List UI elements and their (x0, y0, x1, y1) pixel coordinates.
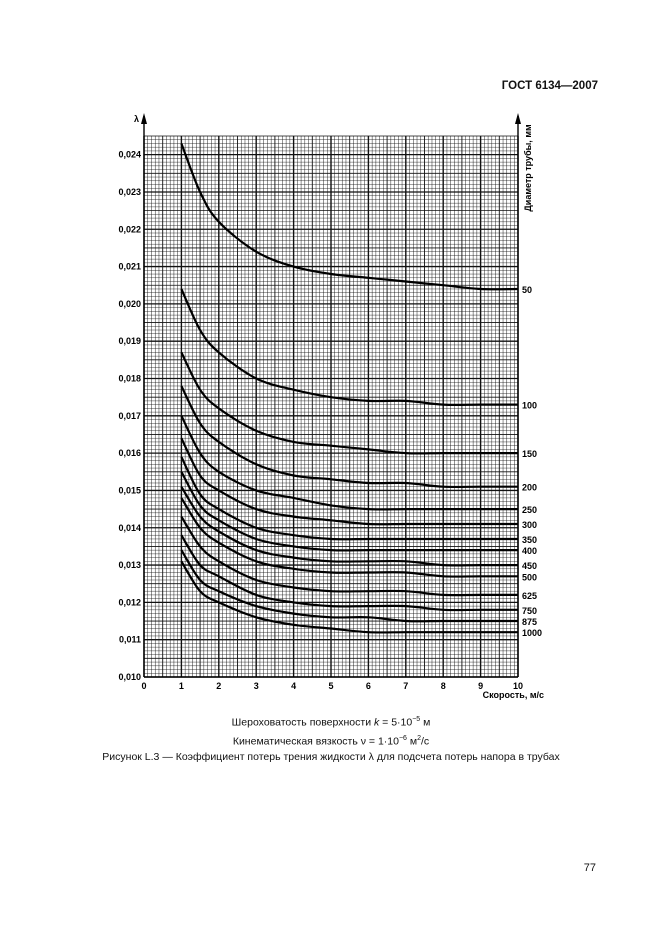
series-label-450: 450 (522, 561, 538, 572)
y-tick-label: 0,012 (118, 597, 141, 608)
y-tick-label: 0,018 (118, 373, 141, 384)
x-tick-label: 10 (512, 681, 524, 691)
roughness-prefix: Шероховатость поверхности (231, 716, 374, 729)
x-tick-label: 8 (440, 681, 446, 691)
y-tick-label: 0,022 (118, 224, 141, 235)
page-number: 77 (583, 862, 596, 874)
y-tick-label: 0,021 (118, 261, 141, 272)
x-tick-label: 5 (328, 681, 334, 691)
right-axis-title: Диаметр трубы, мм (523, 124, 533, 212)
series-label-1000: 1000 (522, 628, 543, 639)
series-label-50: 50 (522, 284, 533, 295)
document-code: ГОСТ 6134—2007 (501, 80, 598, 92)
figure-caption: Рисунок L.3 — Коэффициент потерь трения жидкости λ для подсчета потерь напора в трубах (102, 751, 560, 763)
series-label-750: 750 (522, 605, 538, 616)
series-label-625: 625 (522, 590, 538, 601)
y-tick-label: 0,017 (118, 410, 141, 421)
series-label-200: 200 (522, 482, 538, 493)
y-tick-label: 0,023 (118, 186, 141, 197)
viscosity-unit-exponent: 2 (417, 734, 421, 742)
viscosity-exponent: −6 (398, 734, 407, 742)
series-label-150: 150 (522, 449, 538, 460)
series-label-500: 500 (522, 572, 538, 583)
x-tick-label: 3 (253, 681, 259, 691)
y-axis-arrow (141, 113, 147, 124)
x-tick-label: 1 (178, 681, 184, 691)
y-tick-label: 0,020 (118, 298, 141, 309)
y-tick-label: 0,014 (118, 522, 141, 533)
x-tick-label: 2 (216, 681, 222, 691)
x-axis-title: Скорость, м/с (482, 690, 544, 700)
series-label-350: 350 (522, 534, 538, 545)
x-tick-label: 7 (403, 681, 409, 691)
viscosity-prefix: Кинематическая вязкость ν = 1·10 (232, 735, 399, 747)
x-tick-label: 6 (365, 681, 371, 691)
series-label-300: 300 (522, 520, 538, 531)
viscosity-unit: м (406, 735, 418, 747)
x-tick-label: 4 (291, 681, 297, 691)
y-tick-label: 0,016 (118, 448, 141, 459)
y-tick-label: 0,013 (118, 560, 141, 571)
roughness-symbol: k (373, 716, 380, 729)
series-label-100: 100 (522, 400, 538, 411)
x-tick-label: 9 (478, 681, 484, 691)
roughness-exponent: −5 (412, 716, 421, 723)
chart-parameters (0, 712, 662, 749)
viscosity-unit-suffix: /с (421, 735, 430, 747)
y-tick-label: 0,019 (118, 336, 141, 347)
x-tick-label: 0 (141, 681, 147, 691)
right-axis-arrow (515, 113, 521, 124)
roughness-unit: м (420, 716, 431, 729)
y-axis-title: λ (134, 114, 140, 124)
y-tick-label: 0,011 (118, 634, 141, 645)
viscosity-line (0, 731, 662, 750)
roughness-line (0, 712, 662, 731)
series-label-400: 400 (522, 546, 538, 557)
roughness-value: = 5·10 (379, 716, 413, 729)
y-tick-label: 0,010 (118, 672, 141, 682)
series-label-250: 250 (522, 505, 538, 516)
series-label-875: 875 (522, 617, 538, 628)
y-tick-label: 0,015 (118, 485, 141, 496)
y-tick-label: 0,024 (118, 149, 141, 160)
